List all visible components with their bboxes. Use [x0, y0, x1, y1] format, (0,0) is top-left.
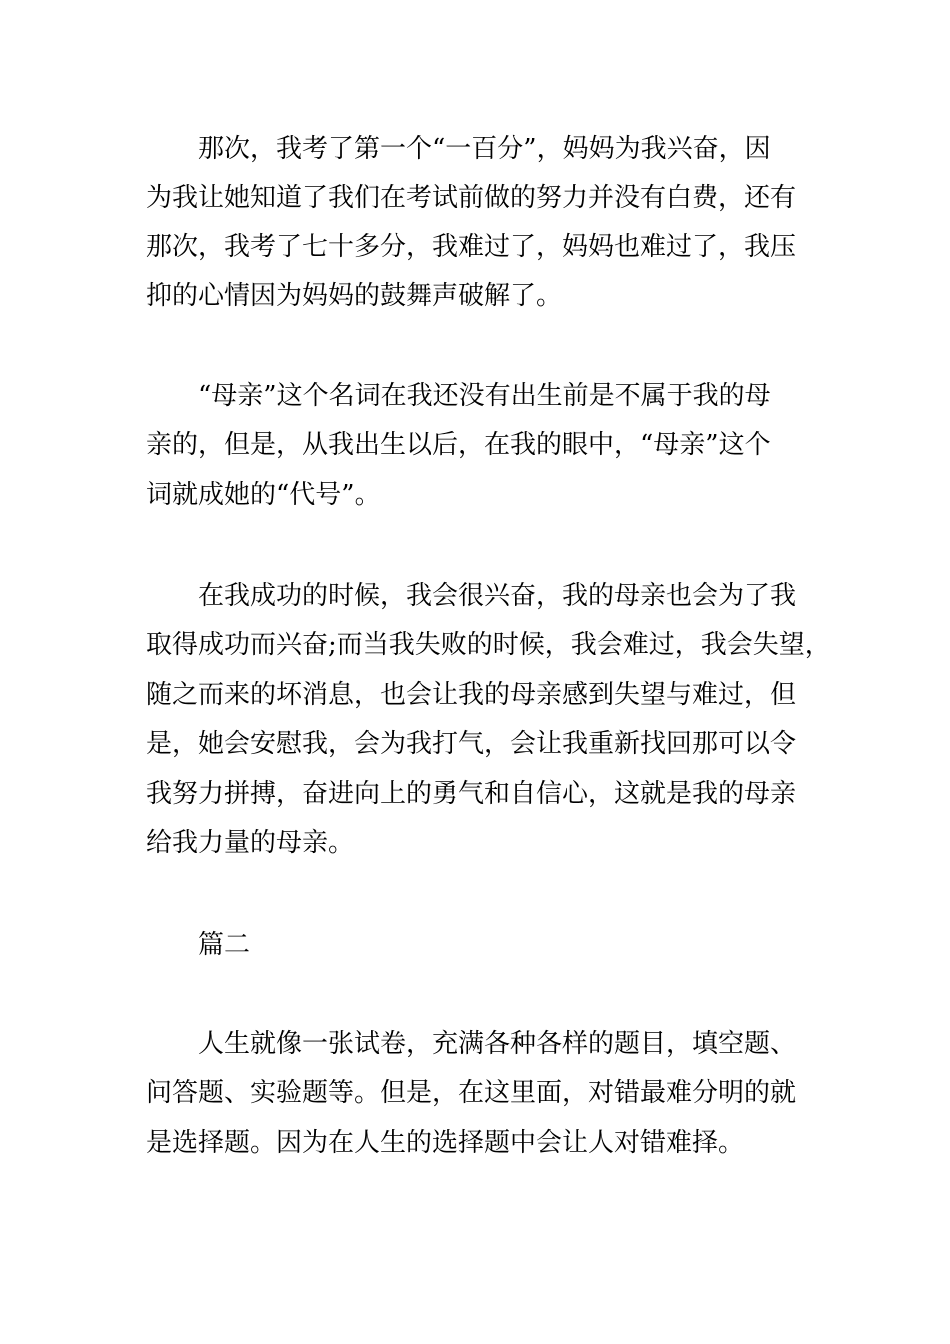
paragraph-line: 在我成功的时候，我会很兴奋，我的母亲也会为了我	[198, 581, 797, 611]
section-heading: 篇二	[198, 930, 251, 960]
paragraph-line: 那次，我考了第一个“一百分”，妈妈为我兴奋，因	[198, 134, 771, 164]
paragraph-line: 我努力拼搏，奋进向上的勇气和自信心，这就是我的母亲	[146, 779, 797, 809]
paragraph-line: 人生就像一张试卷，充满各种各样的题目，填空题、	[198, 1029, 797, 1059]
paragraph-line: 是选择题。因为在人生的选择题中会让人对错难择。	[146, 1128, 745, 1158]
paragraph-line: 是，她会安慰我，会为我打气，会让我重新找回那可以令	[146, 729, 797, 759]
paragraph-line: 抑的心情因为妈妈的鼓舞声破解了。	[146, 281, 563, 311]
paragraph-line: 那次，我考了七十多分，我难过了，妈妈也难过了，我压	[146, 232, 797, 262]
paragraph-line: 给我力量的母亲。	[146, 828, 355, 858]
paragraph-line: “母亲”这个名词在我还没有出生前是不属于我的母	[198, 381, 771, 411]
paragraph-line: 为我让她知道了我们在考试前做的努力并没有白费，还有	[146, 183, 797, 213]
paragraph-line: 词就成她的“代号”。	[146, 480, 381, 510]
paragraph-line: 取得成功而兴奋;而当我失败的时候，我会难过，我会失望，	[146, 630, 831, 660]
paragraph-line: 亲的，但是，从我出生以后，在我的眼中，“母亲”这个	[146, 430, 771, 460]
paragraph-line: 问答题、实验题等。但是，在这里面，对错最难分明的就	[146, 1078, 797, 1108]
paragraph-line: 随之而来的坏消息，也会让我的母亲感到失望与难过，但	[146, 680, 797, 710]
